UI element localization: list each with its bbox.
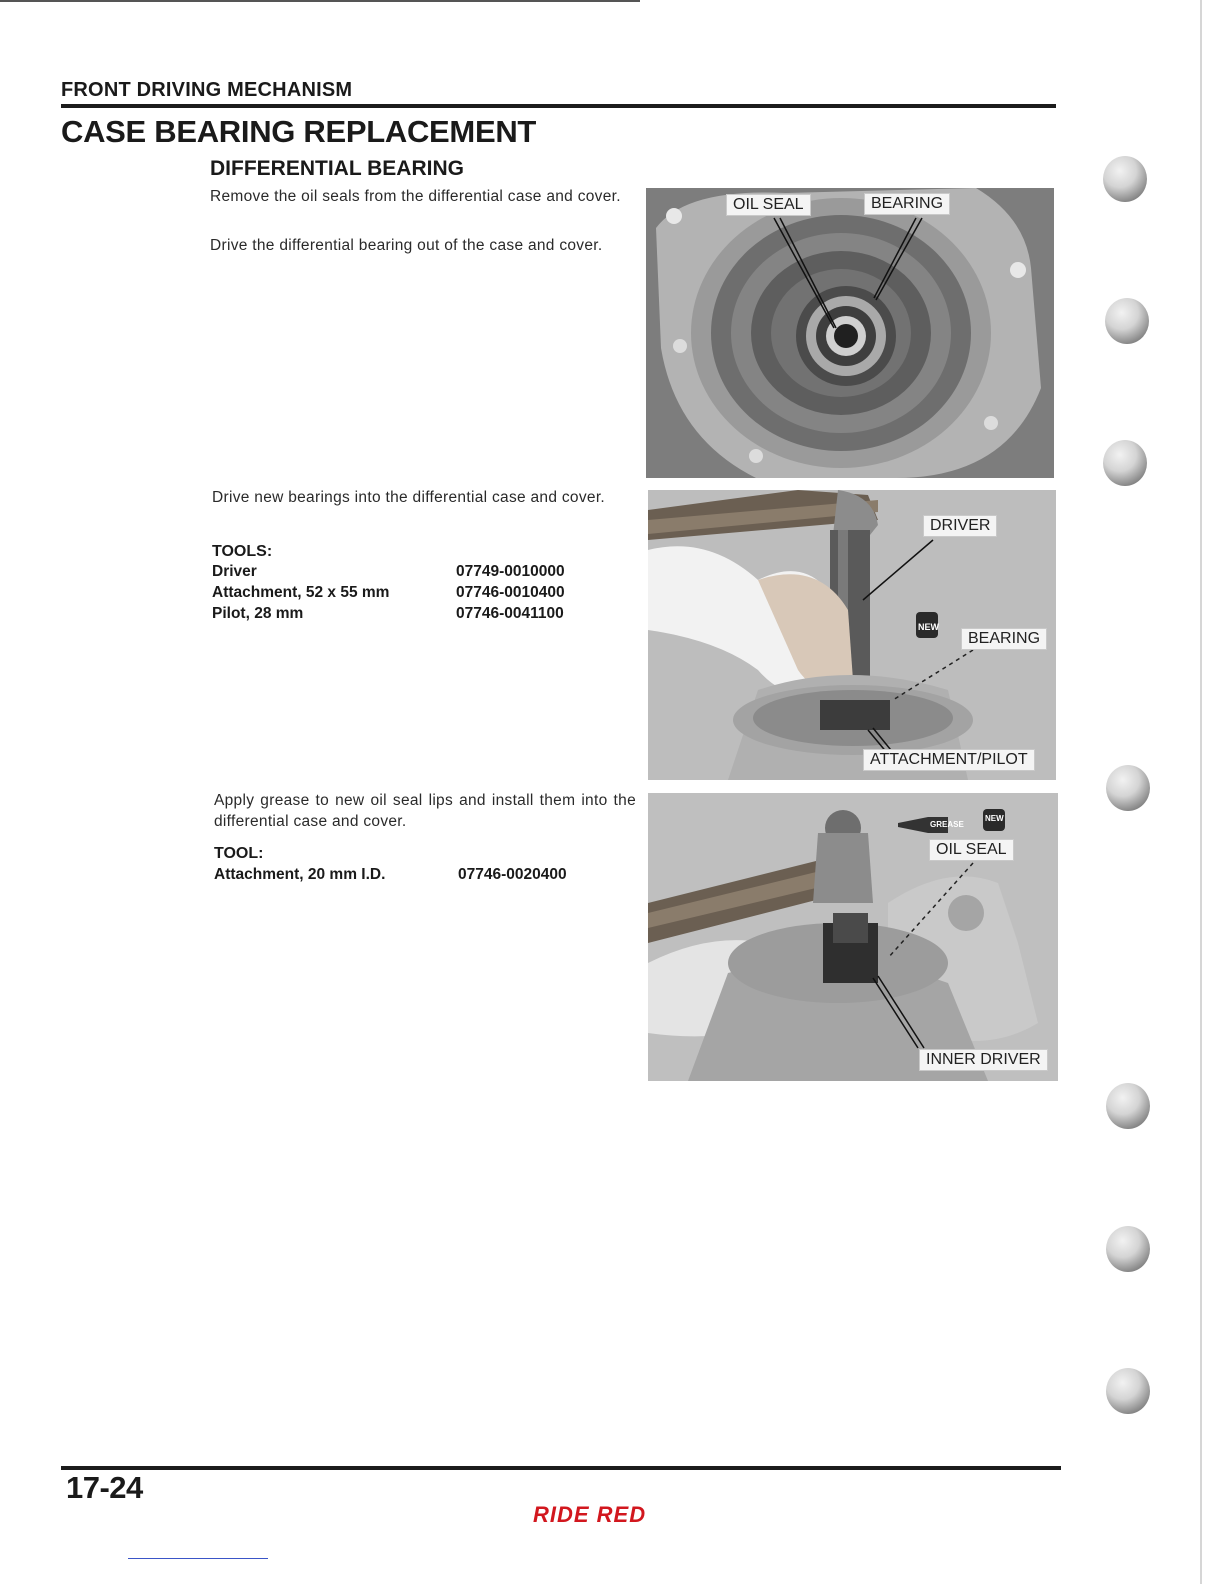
tool-row [212, 563, 632, 584]
section-header: FRONT DRIVING MECHANISM [61, 79, 353, 101]
step2-paragraph: Drive new bearings into the differential case and cover. [212, 489, 606, 506]
brand-watermark: RIDE RED [533, 1502, 647, 1527]
step1-paragraph-2: Drive the differential bearing out of the case and cover. [210, 237, 603, 254]
binder-tab-5 [1106, 1083, 1150, 1129]
label-driver: DRIVER [923, 515, 997, 537]
binder-tab-2 [1105, 298, 1149, 344]
tool-name: Pilot, 28 mm [212, 605, 304, 622]
grease-badge: GREASE [930, 820, 964, 829]
case-photo-illustration [646, 188, 1054, 478]
tool-row [212, 605, 632, 626]
header-rule [61, 104, 1056, 108]
tool-label: TOOL: [214, 845, 264, 862]
new-part-badge: NEW [918, 622, 939, 632]
label-oil-seal-new: OIL SEAL [929, 839, 1014, 861]
tool-part-number: 07746-0020400 [458, 866, 567, 883]
page-number: 17-24 [66, 1470, 143, 1505]
step3-paragraph: Apply grease to new oil seal lips and install them into the differential case and cover. [214, 792, 636, 830]
tool-part-number: 07746-0041100 [456, 605, 564, 622]
binder-tab-7 [1106, 1368, 1150, 1414]
tool-part-number: 07749-0010000 [456, 563, 565, 580]
figure-driving-bearing [648, 490, 1056, 780]
label-bearing-new: BEARING [961, 628, 1047, 650]
tools-label: TOOLS: [212, 543, 273, 560]
tool-part-number: 07746-0010400 [456, 584, 565, 601]
step1-paragraph-1: Remove the oil seals from the differential case and cover. [210, 188, 621, 205]
label-attachment-pilot: ATTACHMENT/PILOT [863, 749, 1035, 771]
footer-rule [61, 1466, 1061, 1470]
tool-name: Attachment, 52 x 55 mm [212, 584, 390, 601]
seal-photo-illustration [648, 793, 1058, 1081]
new-part-badge: NEW [985, 814, 1004, 823]
binder-tab-3 [1103, 440, 1147, 486]
page-title: CASE BEARING REPLACEMENT [61, 114, 537, 149]
label-oil-seal: OIL SEAL [726, 194, 811, 216]
label-bearing: BEARING [864, 193, 950, 215]
tool-row [214, 866, 634, 887]
top-scan-line [0, 0, 640, 2]
tool-name: Attachment, 20 mm I.D. [214, 866, 386, 883]
subsection-title: DIFFERENTIAL BEARING [210, 157, 464, 180]
tool-row [212, 584, 632, 605]
tool-name: Driver [212, 563, 257, 580]
figure-case-bearing [646, 188, 1054, 478]
binder-tab-1 [1103, 156, 1147, 202]
page-edge [1200, 0, 1202, 1584]
footer-link-line [128, 1558, 268, 1559]
figure-installing-oil-seal [648, 793, 1058, 1081]
binder-tab-6 [1106, 1226, 1150, 1272]
label-inner-driver: INNER DRIVER [919, 1049, 1048, 1071]
binder-tab-4 [1106, 765, 1150, 811]
